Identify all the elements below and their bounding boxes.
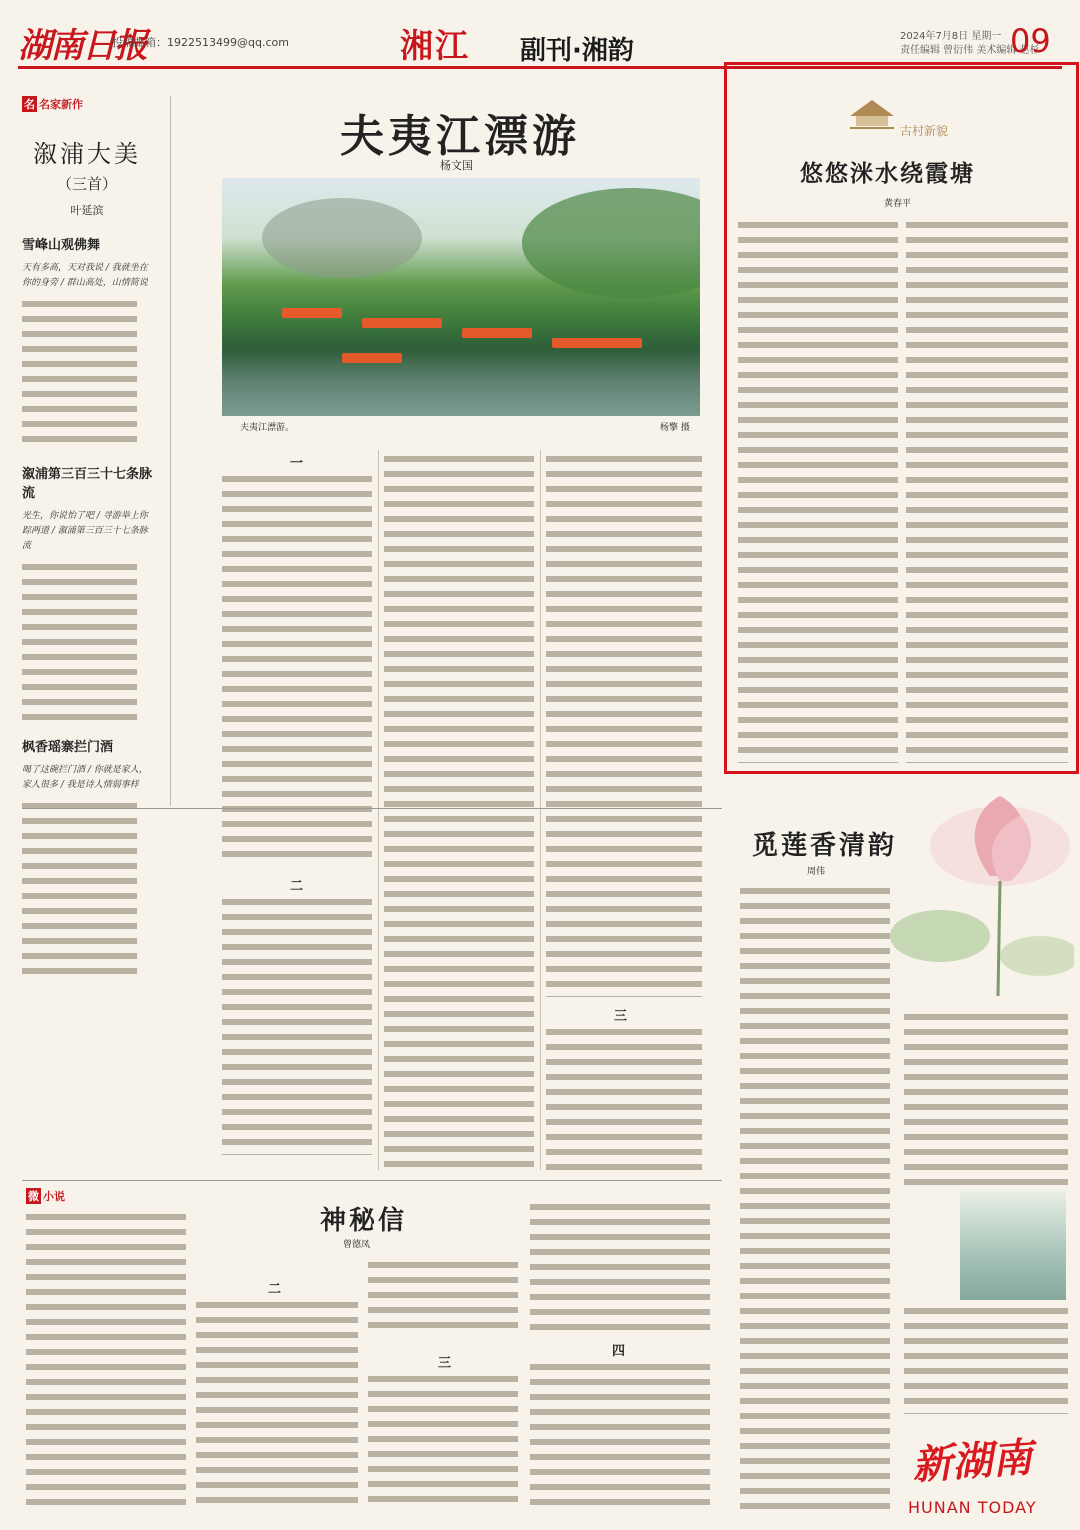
column-divider — [378, 450, 379, 1170]
article-text — [384, 452, 534, 1172]
section-rule — [22, 1180, 722, 1181]
raft — [342, 353, 402, 363]
mountain-shape — [262, 198, 422, 278]
river-photo — [222, 178, 700, 416]
feature-title: 悠悠洣水绕霞塘 — [800, 160, 975, 187]
watermark-subtitle: HUNAN TODAY — [908, 1498, 1037, 1517]
tag-box: 微 — [28, 1190, 39, 1203]
feature-title: 夫夷江漂游 — [340, 111, 580, 162]
lotus-illustration — [880, 786, 1074, 1002]
poetry-title: 溆浦大美 — [33, 140, 141, 168]
raft — [552, 338, 642, 348]
section-number: 三 — [438, 1356, 452, 1371]
poem-body — [22, 297, 137, 447]
column-divider — [540, 450, 541, 1170]
poem-title: 枫香瑶寨拦门酒 — [22, 740, 114, 755]
article-text — [222, 472, 372, 864]
section-number: 二 — [290, 879, 304, 894]
poem-title: 雪峰山观佛舞 — [22, 238, 101, 253]
feature-author: 黄春平 — [884, 199, 912, 209]
section-number: 二 — [268, 1282, 282, 1297]
watermark-logo: 新湖南 — [910, 1433, 1034, 1490]
article-text — [546, 1025, 702, 1173]
section-number: 一 — [290, 456, 304, 471]
story-author: 曾德凤 — [343, 1240, 371, 1250]
submission-email: 投稿邮箱：1922513499@qq.com — [112, 36, 289, 49]
photo-credit: 杨擎 摄 — [660, 423, 690, 433]
feature-title: 觅莲香清韵 — [752, 831, 898, 861]
newspaper-logo: 湖南日报 — [18, 26, 146, 66]
raft — [362, 318, 442, 328]
poem-lines: 天有多高，天对我说 / 我就坐在你的身旁 / 群山高处，山情简说 — [22, 263, 148, 288]
raft — [462, 328, 532, 338]
photo-caption: 夫夷江漂游。 — [240, 423, 295, 433]
section-number: 四 — [612, 1344, 626, 1359]
section-title: 湘江 — [400, 26, 470, 65]
poem-body — [22, 799, 137, 979]
article-text — [368, 1372, 518, 1510]
poem-title: 溆浦第三百三十七条脉流 — [22, 467, 153, 501]
section-subtitle: 副刊·湘韵 — [520, 36, 634, 66]
feature-tag: 古村新貌 — [900, 124, 949, 138]
tag-label: 名家新作 — [39, 98, 83, 111]
story-tag — [26, 1188, 65, 1204]
poetry-author: 叶延滨 — [70, 204, 104, 217]
page-number: 09 — [1010, 22, 1051, 60]
article-text — [740, 884, 890, 1514]
article-text — [738, 218, 898, 763]
article-text — [368, 1258, 518, 1336]
article-text — [906, 218, 1068, 763]
riverside-illustration — [960, 1190, 1066, 1300]
article-text — [530, 1360, 710, 1510]
poem-body — [22, 560, 137, 720]
tag-box: 名 — [24, 98, 35, 111]
article-text — [196, 1298, 358, 1510]
section-rule — [22, 808, 722, 809]
raft — [282, 308, 342, 318]
section-number: 三 — [614, 1009, 628, 1024]
article-text — [222, 895, 372, 1155]
article-text — [904, 1010, 1068, 1185]
poetry-tag — [22, 96, 152, 112]
feature-author: 周伟 — [807, 867, 826, 877]
issue-date: 2024年7月8日 星期一 — [900, 31, 1002, 42]
article-text — [904, 1304, 1068, 1414]
poem-lines: 光生，你说怡了吧 / 寻游举上你踪两道 / 溆浦第三百三十七条脉流 — [22, 511, 148, 551]
article-text — [26, 1210, 186, 1510]
feature-author: 杨文国 — [440, 159, 473, 172]
article-text — [530, 1200, 710, 1330]
poem-lines: 喝了这碗拦门酒 / 你就是家人，家人很多 / 我是诗人情弱事样 — [22, 765, 148, 790]
village-icon — [846, 96, 898, 132]
column-divider — [170, 96, 171, 806]
mountain-shape — [522, 188, 700, 298]
poetry-column — [22, 96, 152, 796]
article-text — [546, 452, 702, 997]
tag-label: 小说 — [43, 1190, 65, 1203]
issue-staff: 责任编辑 曾衍伟 美术编辑 赵杉 — [900, 45, 1040, 56]
poetry-subtitle: （三首） — [56, 175, 117, 193]
story-title: 神秘信 — [320, 1206, 408, 1236]
